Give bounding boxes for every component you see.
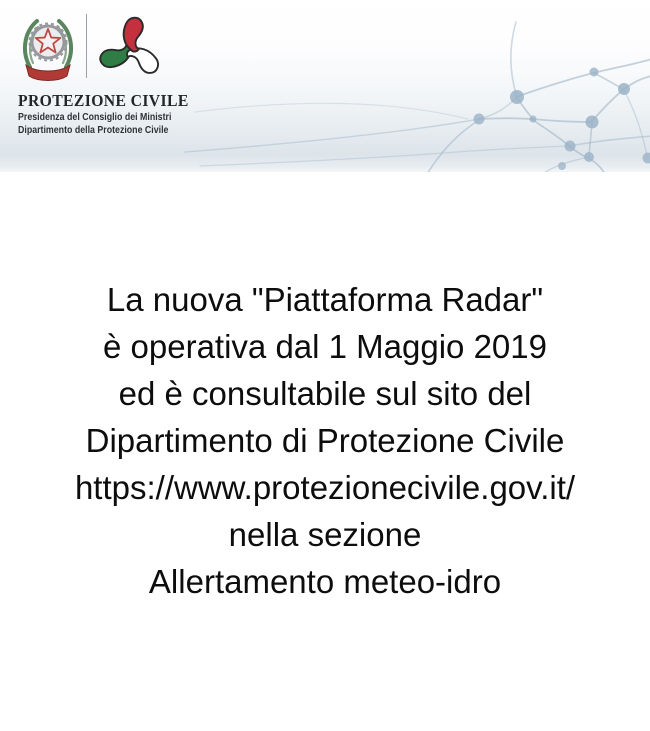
announcement-line-1: La nuova "Piattaforma Radar" bbox=[106, 281, 544, 318]
announcement bbox=[0, 276, 650, 605]
brand-block bbox=[18, 8, 201, 136]
logo-divider bbox=[86, 14, 87, 78]
brand-subtitle-2: Dipartimento della Protezione Civile bbox=[18, 123, 169, 136]
site-url-text: https://www.protezionecivile.gov.it/ bbox=[74, 469, 576, 506]
announcement-line-6: nella sezione bbox=[228, 516, 422, 553]
announcement-line-3: ed è consultabile sul sito del bbox=[118, 375, 532, 412]
brand-subtitle-1: Presidenza del Consiglio dei Ministri bbox=[18, 111, 172, 123]
logo-row bbox=[18, 8, 201, 84]
header-banner bbox=[0, 0, 650, 172]
protezione-civile-logo-icon bbox=[96, 8, 166, 84]
brand-title: PROTEZIONE CIVILE bbox=[18, 91, 189, 110]
announcement-line-2: è operativa dal 1 Maggio 2019 bbox=[103, 328, 547, 365]
italian-republic-emblem-icon bbox=[18, 9, 78, 83]
announcement-line-4: Dipartimento di Protezione Civile bbox=[85, 422, 565, 459]
announcement-line-7: Allertamento meteo-idro bbox=[148, 563, 502, 600]
